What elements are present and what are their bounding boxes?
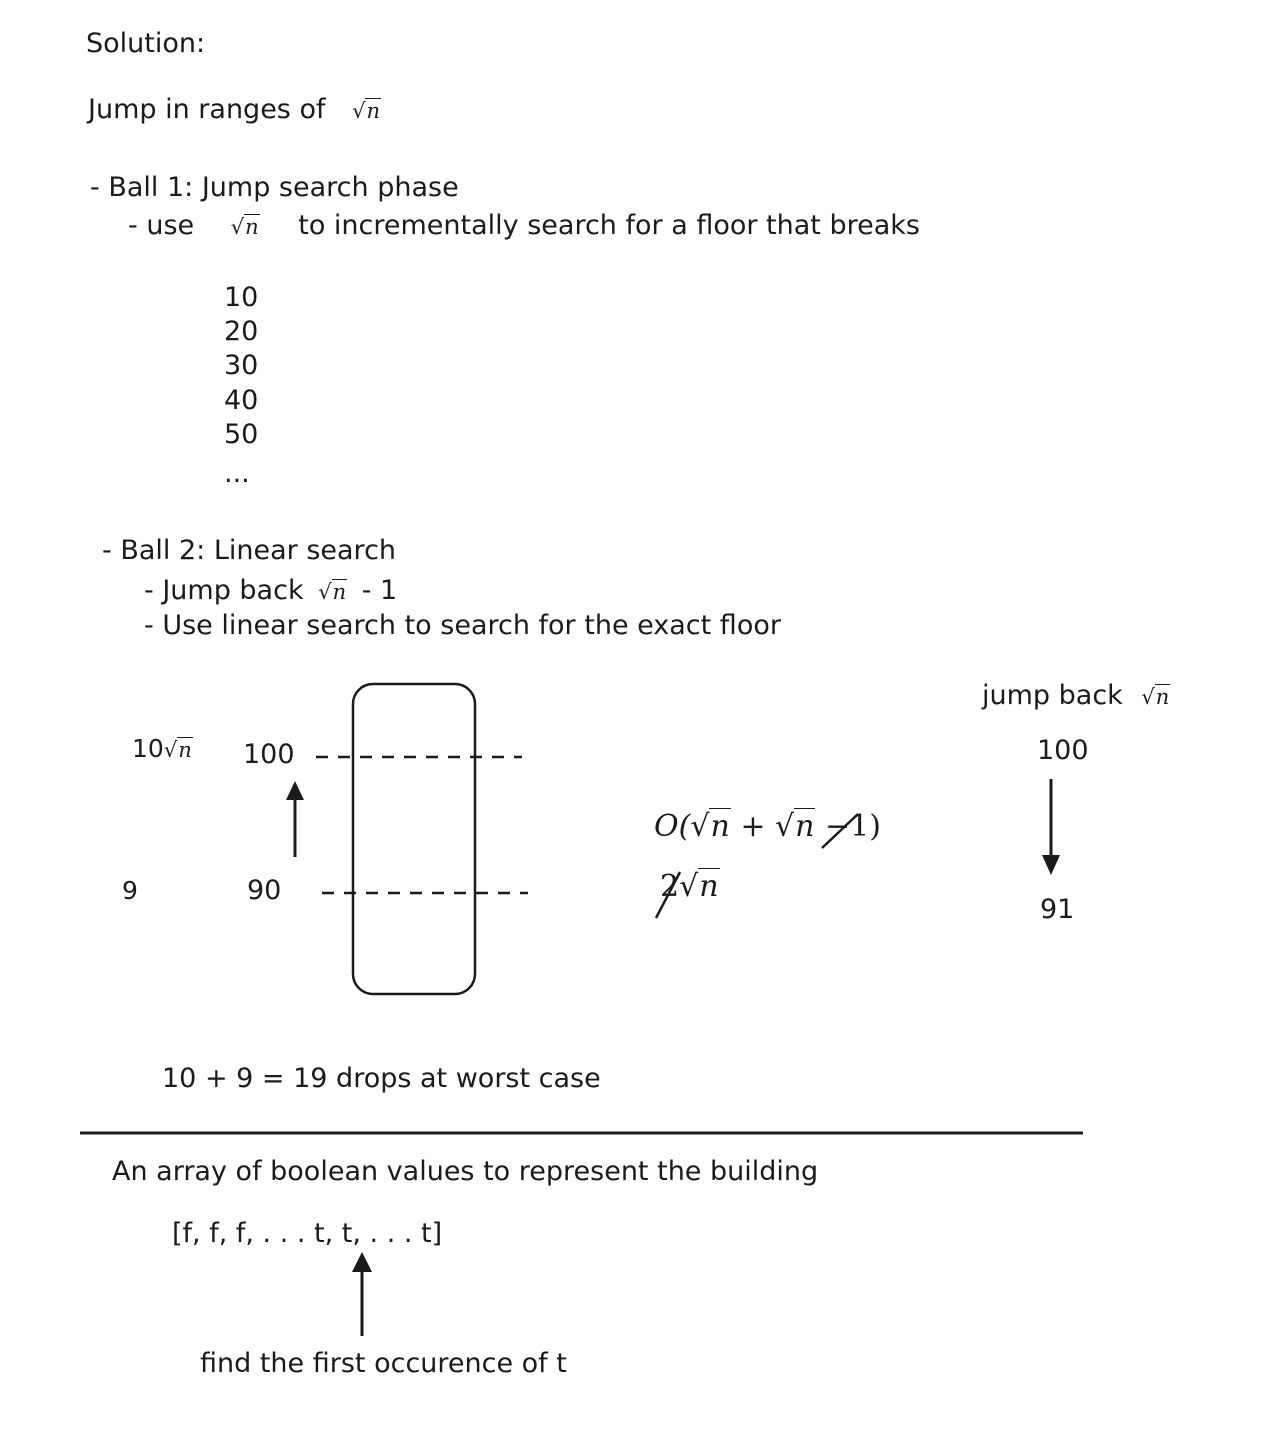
- sqrt-n-term: √n: [690, 809, 730, 844]
- ball1-heading: - Ball 1: Jump search phase: [90, 172, 459, 203]
- page-title: Solution:: [86, 28, 206, 59]
- boolean-array: [f, f, f, . . . t, t, . . . t]: [172, 1218, 443, 1249]
- floor-list-item: 30: [224, 350, 259, 381]
- up-arrow-head: [286, 781, 304, 800]
- label-9: 9: [122, 876, 138, 905]
- sqrt-n-simplified: √n: [679, 869, 719, 904]
- ball2-heading: - Ball 2: Linear search: [102, 535, 397, 566]
- floor-list-item: 40: [224, 385, 259, 416]
- sqrt-n-term: √n: [775, 809, 815, 844]
- ball1-bullet-prefix: - use: [128, 210, 195, 241]
- complexity-formula: O(√n + √n −1): [654, 809, 881, 844]
- worst-case-text: 10 + 9 = 19 drops at worst case: [162, 1063, 601, 1094]
- jump-back-label: jump back √n: [982, 680, 1170, 711]
- label-10-sqrt-n: 10√n: [132, 734, 192, 763]
- floor-list-item: ...: [224, 458, 250, 489]
- array-heading: An array of boolean values to represent the building: [112, 1156, 819, 1187]
- down-arrow-head: [1042, 855, 1060, 875]
- struck-two: 2: [660, 869, 680, 904]
- sqrt-n-ball1: √n: [230, 215, 259, 239]
- sqrt-n-right: √n: [1141, 685, 1170, 709]
- ball2-bullet1-suffix: - 1: [361, 575, 398, 606]
- sqrt-n-left: √n: [163, 738, 192, 762]
- floor-list-item: 20: [224, 316, 259, 347]
- ball2-bullet-linear: - Use linear search to search for the exact floor: [144, 610, 781, 641]
- sqrt-n-ball2: √n: [318, 580, 347, 604]
- strike-two: [656, 872, 680, 918]
- strike-minus-one: [822, 814, 858, 848]
- array-pointer-arrow-head: [352, 1252, 372, 1272]
- intro-prefix: Jump in ranges of: [88, 94, 326, 125]
- sqrt-n-intro: √n: [352, 99, 380, 123]
- floor-list-item: 50: [224, 419, 259, 450]
- struck-one: 1: [850, 809, 870, 844]
- building-rect: [353, 684, 475, 994]
- ball2-bullet1-prefix: - Jump back: [144, 575, 304, 606]
- right-floor-100: 100: [1037, 735, 1089, 766]
- struck-minus: −: [825, 809, 851, 844]
- floor-label-90: 90: [247, 875, 282, 906]
- ball1-bullet-suffix: to incrementally search for a floor that breaks: [298, 210, 920, 241]
- floor-list-item: 10: [224, 282, 259, 313]
- right-floor-91: 91: [1040, 894, 1075, 925]
- floor-label-100: 100: [243, 739, 295, 770]
- pointer-label: find the first occurence of t: [200, 1348, 567, 1379]
